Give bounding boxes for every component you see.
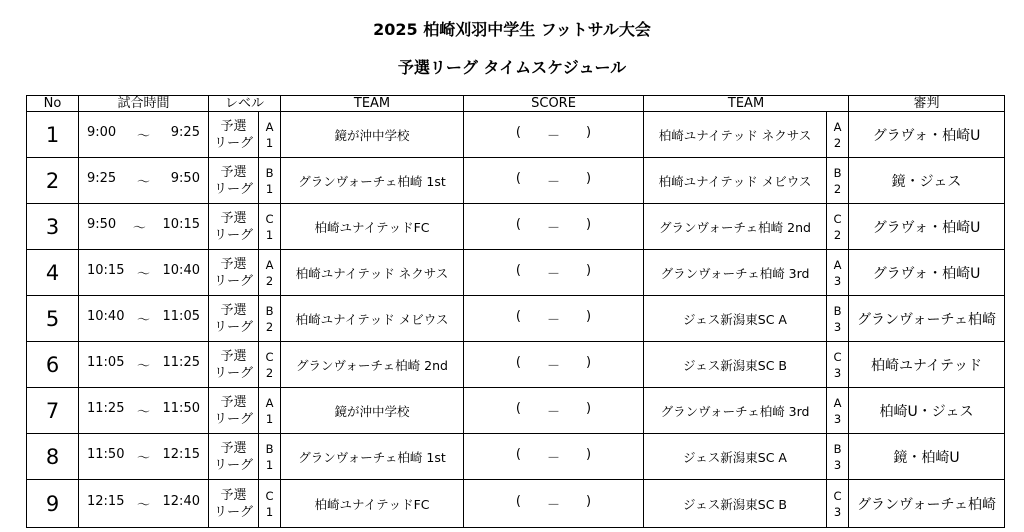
table-row (27, 204, 1005, 250)
level-line-1: 予選 (220, 394, 247, 410)
team-b: グランヴォーチェ柏崎 3rd (644, 250, 827, 296)
team-a: 柏崎ユナイテッドFC (281, 480, 464, 528)
referee: 柏崎ユナイテッド (849, 342, 1005, 388)
level-cell (209, 296, 259, 342)
group-code-b (827, 296, 849, 342)
header-no: No (27, 96, 79, 112)
match-number: 5 (27, 296, 79, 342)
level-line-1: 予選 (220, 487, 247, 503)
level-line-2: リーグ (213, 504, 253, 520)
group-code-a (259, 388, 281, 434)
group-seed: 2 (265, 319, 274, 334)
match-number: 9 (27, 480, 79, 528)
match-number: 3 (27, 204, 79, 250)
level-line-1: 予選 (220, 210, 247, 226)
group-letter: C (265, 488, 274, 503)
match-number: 7 (27, 388, 79, 434)
score-open: ( (515, 217, 521, 232)
score-dash: － (547, 221, 561, 236)
team-a: 柏崎ユナイテッドFC (281, 204, 464, 250)
time-separator: ～ (136, 405, 150, 420)
match-time (79, 342, 209, 388)
score-cell (464, 204, 644, 250)
score-open: ( (515, 263, 521, 278)
group-code-b (827, 112, 849, 158)
match-time (79, 204, 209, 250)
start-time: 9:25 (87, 171, 117, 186)
header-row (27, 96, 1005, 112)
table-row (27, 296, 1005, 342)
group-code-a (259, 434, 281, 480)
group-letter: A (833, 257, 842, 272)
score-open: ( (515, 355, 521, 370)
group-letter: A (265, 257, 274, 272)
group-code-a (259, 480, 281, 528)
team-a: グランヴォーチェ柏崎 1st (281, 158, 464, 204)
level-line-1: 予選 (220, 440, 247, 456)
match-time (79, 296, 209, 342)
header-level: レベル (209, 96, 281, 112)
level-cell (209, 480, 259, 528)
level-line-2: リーグ (213, 135, 253, 151)
level-line-2: リーグ (213, 319, 253, 335)
group-letter: A (265, 119, 274, 134)
level-line-2: リーグ (213, 411, 253, 427)
team-a: 柏崎ユナイテッド メビウス (281, 296, 464, 342)
time-separator: ～ (132, 221, 146, 236)
group-code-b (827, 250, 849, 296)
group-seed: 1 (265, 411, 274, 426)
group-code-b (827, 342, 849, 388)
group-seed: 3 (833, 411, 842, 426)
score-dash: － (547, 313, 561, 328)
header-team-a: TEAM (281, 96, 464, 112)
group-seed: 3 (833, 273, 842, 288)
group-letter: C (265, 349, 274, 364)
match-time (79, 388, 209, 434)
end-time: 9:50 (170, 171, 200, 186)
group-letter: B (265, 303, 274, 318)
level-cell (209, 434, 259, 480)
header-time: 試合時間 (79, 96, 209, 112)
group-seed: 3 (833, 457, 842, 472)
match-time (79, 434, 209, 480)
score-close: ) (586, 263, 592, 278)
level-line-2: リーグ (213, 457, 253, 473)
group-letter: B (265, 441, 274, 456)
group-code-b (827, 480, 849, 528)
referee: 柏崎U・ジェス (849, 388, 1005, 434)
score-open: ( (515, 401, 521, 416)
score-cell (464, 434, 644, 480)
referee: グランヴォーチェ柏崎 (849, 296, 1005, 342)
score-dash: － (547, 451, 561, 466)
match-time (79, 250, 209, 296)
header-score: SCORE (464, 96, 644, 112)
time-separator: ～ (136, 175, 150, 190)
end-time: 11:50 (162, 401, 200, 416)
team-b: ジェス新潟東SC A (644, 434, 827, 480)
referee: グラヴォ・柏崎U (849, 250, 1005, 296)
score-close: ) (586, 125, 592, 140)
score-dash: － (547, 267, 561, 282)
start-time: 11:50 (87, 447, 125, 462)
table-row (27, 158, 1005, 204)
score-open: ( (515, 171, 521, 186)
level-cell (209, 158, 259, 204)
group-code-a (259, 342, 281, 388)
team-a: 鏡が沖中学校 (281, 112, 464, 158)
group-seed: 2 (265, 365, 274, 380)
group-seed: 3 (833, 319, 842, 334)
group-letter: B (265, 165, 274, 180)
score-close: ) (586, 309, 592, 324)
table-row (27, 250, 1005, 296)
score-close: ) (586, 355, 592, 370)
score-cell (464, 388, 644, 434)
team-b: グランヴォーチェ柏崎 3rd (644, 388, 827, 434)
table-row (27, 434, 1005, 480)
group-seed: 1 (265, 135, 274, 150)
match-time (79, 112, 209, 158)
level-line-2: リーグ (213, 181, 253, 197)
score-dash: － (547, 359, 561, 374)
group-seed: 2 (265, 273, 274, 288)
group-code-a (259, 112, 281, 158)
group-code-b (827, 158, 849, 204)
time-separator: ～ (136, 451, 150, 466)
start-time: 9:50 (87, 217, 117, 232)
score-dash: － (547, 498, 561, 513)
time-separator: ～ (136, 359, 150, 374)
group-letter: B (833, 165, 842, 180)
match-time (79, 480, 209, 528)
group-seed: 1 (265, 227, 274, 242)
team-b: ジェス新潟東SC B (644, 342, 827, 388)
match-number: 6 (27, 342, 79, 388)
table-row (27, 388, 1005, 434)
end-time: 9:25 (170, 125, 200, 140)
score-close: ) (586, 494, 592, 509)
team-b: 柏崎ユナイテッド メビウス (644, 158, 827, 204)
level-line-2: リーグ (213, 273, 253, 289)
level-line-1: 予選 (220, 348, 247, 364)
group-code-b (827, 388, 849, 434)
end-time: 12:15 (162, 447, 200, 462)
group-code-b (827, 434, 849, 480)
level-line-1: 予選 (220, 256, 247, 272)
group-seed: 2 (833, 181, 842, 196)
start-time: 10:15 (87, 263, 125, 278)
team-a: グランヴォーチェ柏崎 2nd (281, 342, 464, 388)
table-row (27, 480, 1005, 528)
team-b: グランヴォーチェ柏崎 2nd (644, 204, 827, 250)
time-separator: ～ (136, 129, 150, 144)
start-time: 10:40 (87, 309, 125, 324)
score-open: ( (515, 309, 521, 324)
group-letter: A (265, 395, 274, 410)
level-cell (209, 250, 259, 296)
score-close: ) (586, 217, 592, 232)
group-letter: C (833, 488, 842, 503)
match-number: 2 (27, 158, 79, 204)
match-time (79, 158, 209, 204)
referee: グラヴォ・柏崎U (849, 112, 1005, 158)
schedule-table (26, 95, 1005, 528)
end-time: 10:40 (162, 263, 200, 278)
end-time: 10:15 (162, 217, 200, 232)
group-letter: A (833, 395, 842, 410)
score-cell (464, 480, 644, 528)
team-b: ジェス新潟東SC B (644, 480, 827, 528)
start-time: 11:25 (87, 401, 125, 416)
score-cell (464, 112, 644, 158)
score-close: ) (586, 401, 592, 416)
group-letter: C (265, 211, 274, 226)
start-time: 11:05 (87, 355, 125, 370)
score-cell (464, 342, 644, 388)
score-dash: － (547, 129, 561, 144)
group-code-a (259, 250, 281, 296)
level-line-1: 予選 (220, 164, 247, 180)
group-code-b (827, 204, 849, 250)
level-cell (209, 388, 259, 434)
start-time: 9:00 (87, 125, 117, 140)
score-cell (464, 250, 644, 296)
referee: 鏡・ジェス (849, 158, 1005, 204)
level-cell (209, 342, 259, 388)
group-letter: B (833, 303, 842, 318)
team-a: 鏡が沖中学校 (281, 388, 464, 434)
group-seed: 3 (833, 365, 842, 380)
score-dash: － (547, 175, 561, 190)
group-seed: 1 (265, 504, 274, 519)
score-cell (464, 158, 644, 204)
group-code-a (259, 204, 281, 250)
referee: 鏡・柏崎U (849, 434, 1005, 480)
header-referee: 審判 (849, 96, 1005, 112)
end-time: 11:05 (162, 309, 200, 324)
score-cell (464, 296, 644, 342)
level-line-1: 予選 (220, 118, 247, 134)
time-separator: ～ (136, 313, 150, 328)
level-line-2: リーグ (213, 365, 253, 381)
group-seed: 2 (833, 135, 842, 150)
group-letter: A (833, 119, 842, 134)
score-close: ) (586, 447, 592, 462)
score-open: ( (515, 447, 521, 462)
score-dash: － (547, 405, 561, 420)
header-team-b: TEAM (644, 96, 849, 112)
referee: グラヴォ・柏崎U (849, 204, 1005, 250)
team-b: 柏崎ユナイテッド ネクサス (644, 112, 827, 158)
match-number: 8 (27, 434, 79, 480)
level-line-1: 予選 (220, 302, 247, 318)
table-row (27, 342, 1005, 388)
group-letter: B (833, 441, 842, 456)
score-open: ( (515, 125, 521, 140)
table-row (27, 112, 1005, 158)
level-cell (209, 112, 259, 158)
team-b: ジェス新潟東SC A (644, 296, 827, 342)
document-title: 2025 柏崎刈羽中学生 フットサル大会 (373, 20, 651, 39)
group-letter: C (833, 211, 842, 226)
start-time: 12:15 (87, 494, 125, 509)
level-line-2: リーグ (213, 227, 253, 243)
end-time: 12:40 (162, 494, 200, 509)
team-a: 柏崎ユナイテッド ネクサス (281, 250, 464, 296)
time-separator: ～ (136, 267, 150, 282)
group-seed: 2 (833, 227, 842, 242)
time-separator: ～ (136, 498, 150, 513)
level-cell (209, 204, 259, 250)
end-time: 11:25 (162, 355, 200, 370)
group-letter: C (833, 349, 842, 364)
score-open: ( (515, 494, 521, 509)
match-number: 1 (27, 112, 79, 158)
group-seed: 1 (265, 181, 274, 196)
score-close: ) (586, 171, 592, 186)
group-code-a (259, 296, 281, 342)
group-seed: 3 (833, 504, 842, 519)
group-code-a (259, 158, 281, 204)
match-number: 4 (27, 250, 79, 296)
document-subtitle: 予選リーグ タイムスケジュール (397, 58, 627, 77)
team-a: グランヴォーチェ柏崎 1st (281, 434, 464, 480)
group-seed: 1 (265, 457, 274, 472)
referee: グランヴォーチェ柏崎 (849, 480, 1005, 528)
